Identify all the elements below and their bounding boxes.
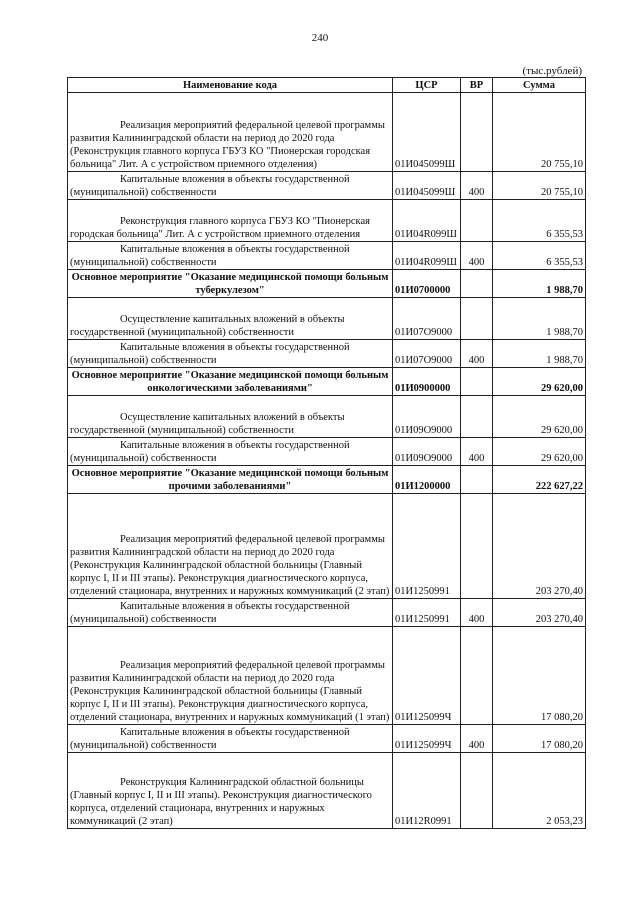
table-row (68, 93, 586, 172)
row-vr (461, 466, 493, 494)
row-csr: 01И04R099Ш (393, 242, 461, 270)
row-sum: 1 988,70 (493, 340, 586, 368)
row-name: Капитальные вложения в объекты государственной (муниципальной) собственности (68, 172, 393, 200)
table-row (68, 494, 586, 599)
row-csr: 01И1200000 (393, 466, 461, 494)
header-csr: ЦСР (393, 78, 461, 93)
table-row-section (68, 368, 586, 396)
table-row (68, 599, 586, 627)
row-vr: 400 (461, 340, 493, 368)
header-vr: ВР (461, 78, 493, 93)
units-label: (тыс.рублей) (522, 65, 582, 77)
row-vr (461, 200, 493, 242)
row-sum: 1 988,70 (493, 270, 586, 298)
row-sum: 222 627,22 (493, 466, 586, 494)
table-row (68, 172, 586, 200)
row-sum: 29 620,00 (493, 368, 586, 396)
table-header-row (68, 78, 586, 93)
table-row (68, 298, 586, 340)
table-row (68, 200, 586, 242)
row-vr (461, 753, 493, 829)
header-sum: Сумма (493, 78, 586, 93)
row-csr: 01И0700000 (393, 270, 461, 298)
row-sum: 17 080,20 (493, 627, 586, 725)
row-csr: 01И045099Ш (393, 172, 461, 200)
row-vr (461, 270, 493, 298)
row-name: Реконструкция Калининградской областной больницы (Главный корпус I, II и III этапы). Реконструкция диагностического корпуса, отделений стационара, внутренних и наружных коммуникаций (2 этап) (68, 753, 393, 829)
row-vr (461, 494, 493, 599)
row-name: Реализация мероприятий федеральной целевой программы развития Калининградской области на период до 2020 года (Реконструкция главного корпуса ГБУЗ КО "Пионерская городская больница" Лит. А с устройством приемного отделения) (68, 93, 393, 172)
row-csr: 01И09О9000 (393, 396, 461, 438)
row-csr: 01И125099Ч (393, 627, 461, 725)
row-vr: 400 (461, 242, 493, 270)
row-vr (461, 627, 493, 725)
table-row (68, 438, 586, 466)
row-sum: 20 755,10 (493, 93, 586, 172)
row-sum: 2 053,23 (493, 753, 586, 829)
row-name: Реализация мероприятий федеральной целевой программы развития Калининградской области на период до 2020 года (Реконструкция Калининградской областной больницы (Главный корпус I, II и III этапы). Реконструкция диагностического корпуса, отделений стационара, внутренних и наружных коммуникаций (1 этап) (68, 627, 393, 725)
row-name: Реконструкция главного корпуса ГБУЗ КО "Пионерская городская больница" Лит. А с устройством приемного отделения (68, 200, 393, 242)
row-name: Основное мероприятие "Оказание медицинской помощи больным туберкулезом" (68, 270, 393, 298)
row-vr (461, 298, 493, 340)
table-row (68, 725, 586, 753)
row-name: Капитальные вложения в объекты государственной (муниципальной) собственности (68, 599, 393, 627)
row-name: Реализация мероприятий федеральной целевой программы развития Калининградской области на период до 2020 года (Реконструкция Калининградской областной больницы (Главный корпус I, II и III этапы). Реконструкция диагностического корпуса, отделений стационара, внутренних и наружных коммуникаций (2 этап) (68, 494, 393, 599)
table-row (68, 396, 586, 438)
row-name: Капитальные вложения в объекты государственной (муниципальной) собственности (68, 725, 393, 753)
row-vr: 400 (461, 725, 493, 753)
row-name: Осуществление капитальных вложений в объекты государственной (муниципальной) собственности (68, 396, 393, 438)
row-csr: 01И045099Ш (393, 93, 461, 172)
row-csr: 01И0900000 (393, 368, 461, 396)
row-name: Капитальные вложения в объекты государственной (муниципальной) собственности (68, 340, 393, 368)
row-csr: 01И1250991 (393, 494, 461, 599)
budget-table (67, 77, 586, 829)
row-vr: 400 (461, 438, 493, 466)
row-csr: 01И09О9000 (393, 438, 461, 466)
table-row (68, 242, 586, 270)
row-csr: 01И04R099Ш (393, 200, 461, 242)
table-row-section (68, 270, 586, 298)
row-sum: 17 080,20 (493, 725, 586, 753)
row-sum: 203 270,40 (493, 494, 586, 599)
table-row (68, 340, 586, 368)
row-sum: 203 270,40 (493, 599, 586, 627)
header-name: Наименование кода (68, 78, 393, 93)
row-csr: 01И125099Ч (393, 725, 461, 753)
row-name: Капитальные вложения в объекты государственной (муниципальной) собственности (68, 242, 393, 270)
row-sum: 6 355,53 (493, 242, 586, 270)
row-vr (461, 396, 493, 438)
row-name: Основное мероприятие "Оказание медицинской помощи больным прочими заболеваниями" (68, 466, 393, 494)
row-vr: 400 (461, 599, 493, 627)
row-sum: 6 355,53 (493, 200, 586, 242)
row-sum: 1 988,70 (493, 298, 586, 340)
table-row (68, 627, 586, 725)
table-row (68, 753, 586, 829)
row-name: Основное мероприятие "Оказание медицинской помощи больным онкологическими заболеваниями" (68, 368, 393, 396)
row-sum: 29 620,00 (493, 396, 586, 438)
table-row-section (68, 466, 586, 494)
page-number: 240 (311, 32, 329, 44)
row-sum: 20 755,10 (493, 172, 586, 200)
row-csr: 01И1250991 (393, 599, 461, 627)
row-csr: 01И12R0991 (393, 753, 461, 829)
row-vr (461, 368, 493, 396)
row-name: Осуществление капитальных вложений в объекты государственной (муниципальной) собственности (68, 298, 393, 340)
row-vr: 400 (461, 172, 493, 200)
row-sum: 29 620,00 (493, 438, 586, 466)
row-vr (461, 93, 493, 172)
row-csr: 01И07О9000 (393, 298, 461, 340)
row-csr: 01И07О9000 (393, 340, 461, 368)
row-name: Капитальные вложения в объекты государственной (муниципальной) собственности (68, 438, 393, 466)
